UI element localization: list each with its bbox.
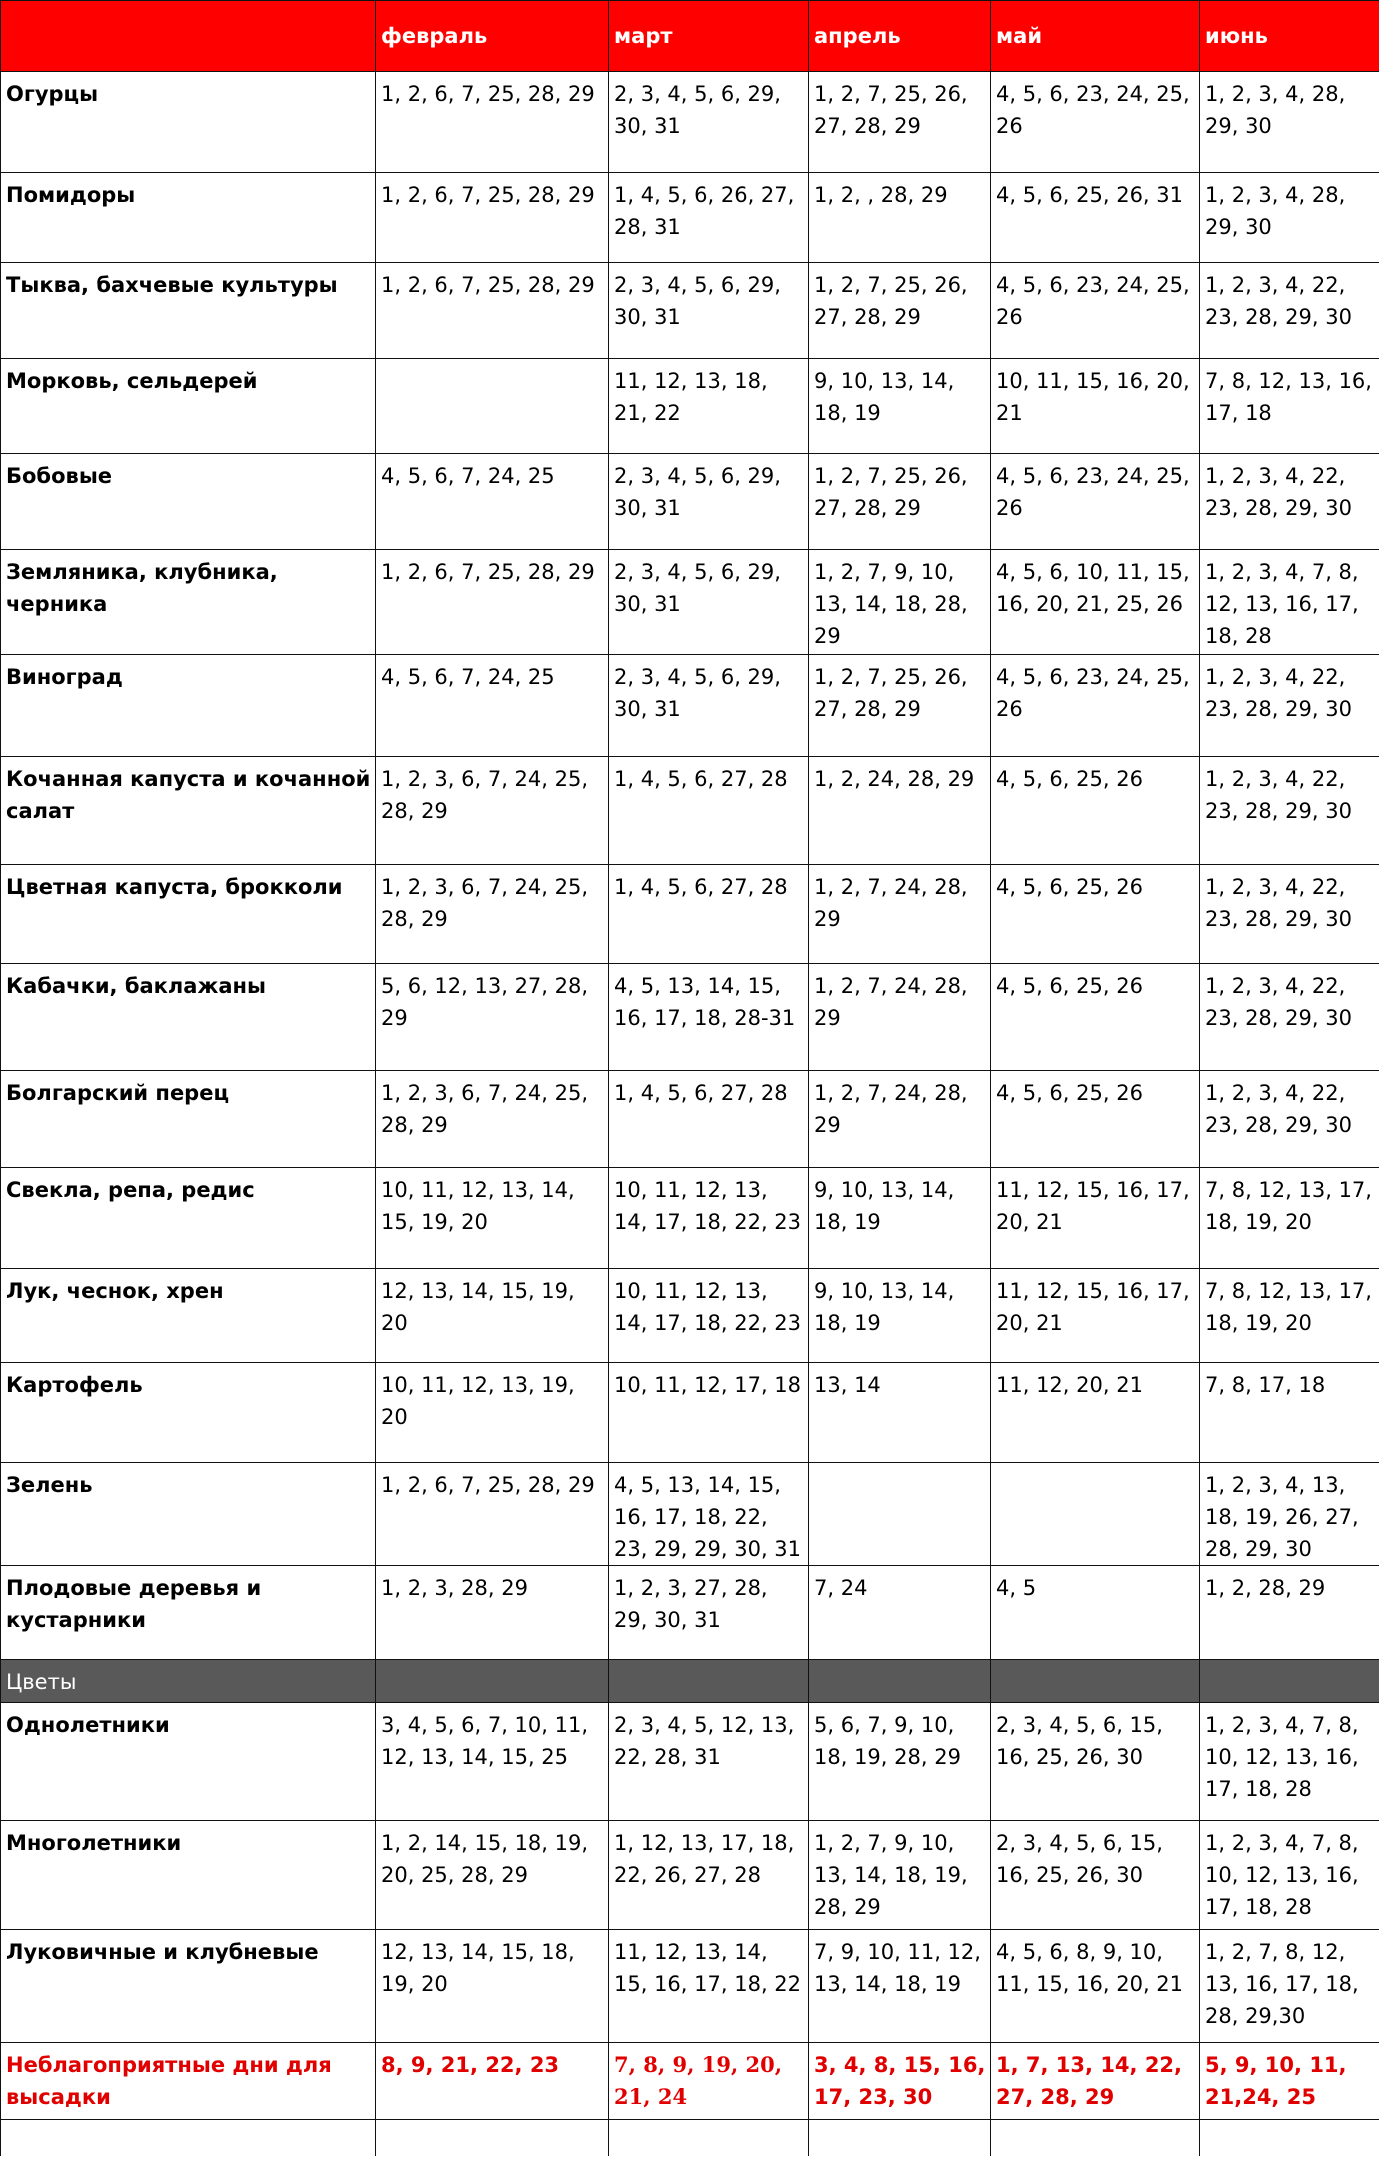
crop-name: Тыква, бахчевые культуры bbox=[1, 263, 376, 359]
flower-rows bbox=[1, 1703, 1379, 2043]
planting-days-cell: 4, 5, 6, 8, 9, 10, 11, 15, 16, 20, 21 bbox=[991, 1930, 1200, 2043]
planting-days-cell: 10, 11, 15, 16, 20, 21 bbox=[991, 359, 1200, 454]
crop-name: Виноград bbox=[1, 655, 376, 757]
crop-name: Зелень bbox=[1, 1463, 376, 1566]
planting-days-cell: 10, 11, 12, 17, 18 bbox=[609, 1363, 809, 1463]
planting-days-cell: 1, 2, 3, 4, 7, 8, 10, 12, 13, 16, 17, 18, 28 bbox=[1200, 1703, 1379, 1821]
month-header: июнь bbox=[1200, 1, 1379, 72]
planting-days-cell: 7, 9, 10, 11, 12, 13, 14, 18, 19 bbox=[809, 1930, 991, 2043]
planting-days-cell: 2, 3, 4, 5, 6, 29, 30, 31 bbox=[609, 550, 809, 655]
crop-header-cell bbox=[1, 1, 376, 72]
planting-days-cell: 1, 2, 14, 15, 18, 19, 20, 25, 28, 29 bbox=[376, 1821, 609, 1930]
planting-days-cell: 9, 10, 13, 14, 18, 19 bbox=[809, 359, 991, 454]
crop-name: Плодовые деревья и кустарники bbox=[1, 1566, 376, 1660]
planting-days-cell: 4, 5, 6, 25, 26, 31 bbox=[991, 173, 1200, 263]
planting-days-cell: 1, 2, , 28, 29 bbox=[809, 173, 991, 263]
planting-days-cell: 2, 3, 4, 5, 6, 29, 30, 31 bbox=[609, 72, 809, 173]
planting-days-cell: 1, 2, 3, 4, 7, 8, 10, 12, 13, 16, 17, 18, 28 bbox=[1200, 1821, 1379, 1930]
planting-days-cell: 3, 4, 5, 6, 7, 10, 11, 12, 13, 14, 15, 25 bbox=[376, 1703, 609, 1821]
planting-days-cell: 4, 5, 13, 14, 15, 16, 17, 18, 28-31 bbox=[609, 964, 809, 1071]
planting-days-cell: 10, 11, 12, 13, 19, 20 bbox=[376, 1363, 609, 1463]
crop-name: Лук, чеснок, хрен bbox=[1, 1269, 376, 1363]
planting-days-cell: 4, 5, 6, 23, 24, 25, 26 bbox=[991, 72, 1200, 173]
planting-days-cell: 11, 12, 13, 18, 21, 22 bbox=[609, 359, 809, 454]
crop-name: Многолетники bbox=[1, 1821, 376, 1930]
planting-days-cell: 11, 12, 15, 16, 17, 20, 21 bbox=[991, 1269, 1200, 1363]
planting-days-cell: 1, 4, 5, 6, 27, 28 bbox=[609, 1071, 809, 1168]
crop-name: Земляника, клубника, черника bbox=[1, 550, 376, 655]
planting-days-cell: 1, 2, 7, 25, 26, 27, 28, 29 bbox=[809, 72, 991, 173]
planting-days-cell: 1, 12, 13, 17, 18, 22, 26, 27, 28 bbox=[609, 1821, 809, 1930]
planting-days-cell: 10, 11, 12, 13, 14, 17, 18, 22, 23 bbox=[609, 1168, 809, 1269]
unfavorable-days: 3, 4, 8, 15, 16, 17, 23, 30 bbox=[809, 2043, 991, 2120]
planting-days-cell: 4, 5, 6, 10, 11, 15, 16, 20, 21, 25, 26 bbox=[991, 550, 1200, 655]
crop-row bbox=[1, 1168, 1379, 1269]
planting-days-cell: 1, 2, 28, 29 bbox=[1200, 1566, 1379, 1660]
crop-name: Бобовые bbox=[1, 454, 376, 550]
crop-name: Однолетники bbox=[1, 1703, 376, 1821]
planting-days-cell bbox=[809, 1463, 991, 1566]
planting-days-cell: 1, 2, 7, 9, 10, 13, 14, 18, 19, 28, 29 bbox=[809, 1821, 991, 1930]
planting-days-cell: 1, 2, 3, 6, 7, 24, 25, 28, 29 bbox=[376, 865, 609, 964]
planting-days-cell: 1, 2, 24, 28, 29 bbox=[809, 757, 991, 865]
planting-days-cell: 1, 2, 3, 4, 22, 23, 28, 29, 30 bbox=[1200, 263, 1379, 359]
planting-days-cell: 1, 2, 3, 4, 22, 23, 28, 29, 30 bbox=[1200, 655, 1379, 757]
crop-row bbox=[1, 1930, 1379, 2043]
month-header: февраль bbox=[376, 1, 609, 72]
empty-row bbox=[1, 2120, 1379, 2157]
planting-days-cell: 1, 2, 6, 7, 25, 28, 29 bbox=[376, 173, 609, 263]
planting-days-cell: 7, 8, 12, 13, 17, 18, 19, 20 bbox=[1200, 1168, 1379, 1269]
planting-days-cell: 1, 2, 3, 4, 22, 23, 28, 29, 30 bbox=[1200, 1071, 1379, 1168]
crop-name: Помидоры bbox=[1, 173, 376, 263]
crop-row bbox=[1, 263, 1379, 359]
planting-days-cell: 1, 2, 6, 7, 25, 28, 29 bbox=[376, 1463, 609, 1566]
planting-days-cell: 10, 11, 12, 13, 14, 15, 19, 20 bbox=[376, 1168, 609, 1269]
planting-days-cell: 4, 5, 6, 23, 24, 25, 26 bbox=[991, 454, 1200, 550]
planting-days-cell: 4, 5, 6, 7, 24, 25 bbox=[376, 454, 609, 550]
planting-days-cell: 9, 10, 13, 14, 18, 19 bbox=[809, 1269, 991, 1363]
planting-days-cell: 1, 2, 7, 25, 26, 27, 28, 29 bbox=[809, 655, 991, 757]
section-title: Цветы bbox=[1, 1660, 376, 1703]
flowers-section-row bbox=[1, 1660, 1379, 1703]
planting-days-cell: 1, 4, 5, 6, 27, 28 bbox=[609, 865, 809, 964]
planting-days-cell: 1, 2, 7, 24, 28, 29 bbox=[809, 1071, 991, 1168]
planting-days-cell: 1, 2, 7, 24, 28, 29 bbox=[809, 865, 991, 964]
planting-days-cell: 4, 5, 6, 25, 26 bbox=[991, 865, 1200, 964]
planting-days-cell: 1, 2, 6, 7, 25, 28, 29 bbox=[376, 72, 609, 173]
crop-row bbox=[1, 550, 1379, 655]
unfavorable-days: 8, 9, 21, 22, 23 bbox=[376, 2043, 609, 2120]
unfavorable-days-row bbox=[1, 2043, 1379, 2120]
planting-days-cell: 1, 2, 3, 4, 13, 18, 19, 26, 27, 28, 29, 30 bbox=[1200, 1463, 1379, 1566]
planting-days-cell: 4, 5, 6, 25, 26 bbox=[991, 1071, 1200, 1168]
unfavorable-label: Неблагоприятные дни для высадки bbox=[1, 2043, 376, 2120]
crop-row bbox=[1, 964, 1379, 1071]
planting-days-cell: 4, 5, 6, 7, 24, 25 bbox=[376, 655, 609, 757]
planting-days-cell: 13, 14 bbox=[809, 1363, 991, 1463]
planting-days-cell: 2, 3, 4, 5, 6, 29, 30, 31 bbox=[609, 655, 809, 757]
planting-days-cell: 1, 2, 7, 9, 10, 13, 14, 18, 28, 29 bbox=[809, 550, 991, 655]
crop-row bbox=[1, 655, 1379, 757]
crop-row bbox=[1, 757, 1379, 865]
unfavorable-days: 5, 9, 10, 11, 21,24, 25 bbox=[1200, 2043, 1379, 2120]
crop-row bbox=[1, 865, 1379, 964]
planting-days-cell: 2, 3, 4, 5, 6, 15, 16, 25, 26, 30 bbox=[991, 1703, 1200, 1821]
planting-days-cell: 11, 12, 20, 21 bbox=[991, 1363, 1200, 1463]
crop-name: Кабачки, баклажаны bbox=[1, 964, 376, 1071]
planting-days-cell: 1, 2, 3, 28, 29 bbox=[376, 1566, 609, 1660]
planting-days-cell: 1, 2, 3, 27, 28, 29, 30, 31 bbox=[609, 1566, 809, 1660]
planting-days-cell: 1, 2, 3, 4, 7, 8, 12, 13, 16, 17, 18, 28 bbox=[1200, 550, 1379, 655]
crop-row bbox=[1, 1566, 1379, 1660]
planting-days-cell bbox=[376, 359, 609, 454]
crop-name: Луковичные и клубневые bbox=[1, 1930, 376, 2043]
planting-days-cell: 9, 10, 13, 14, 18, 19 bbox=[809, 1168, 991, 1269]
month-header: май bbox=[991, 1, 1200, 72]
planting-days-cell: 4, 5, 6, 23, 24, 25, 26 bbox=[991, 655, 1200, 757]
planting-days-cell: 1, 4, 5, 6, 26, 27, 28, 31 bbox=[609, 173, 809, 263]
crop-name: Свекла, репа, редис bbox=[1, 1168, 376, 1269]
crop-row bbox=[1, 454, 1379, 550]
planting-days-cell: 12, 13, 14, 15, 19, 20 bbox=[376, 1269, 609, 1363]
planting-days-cell: 1, 2, 3, 4, 28, 29, 30 bbox=[1200, 72, 1379, 173]
planting-days-cell: 4, 5 bbox=[991, 1566, 1200, 1660]
planting-days-cell: 1, 2, 6, 7, 25, 28, 29 bbox=[376, 263, 609, 359]
planting-days-cell: 7, 8, 12, 13, 17, 18, 19, 20 bbox=[1200, 1269, 1379, 1363]
planting-days-cell: 1, 2, 7, 24, 28, 29 bbox=[809, 964, 991, 1071]
planting-days-cell: 1, 2, 3, 6, 7, 24, 25, 28, 29 bbox=[376, 757, 609, 865]
crop-name: Картофель bbox=[1, 1363, 376, 1463]
planting-days-cell: 4, 5, 6, 23, 24, 25, 26 bbox=[991, 263, 1200, 359]
planting-days-cell: 4, 5, 13, 14, 15, 16, 17, 18, 22, 23, 29, 29, 30, 31 bbox=[609, 1463, 809, 1566]
crop-name: Цветная капуста, брокколи bbox=[1, 865, 376, 964]
planting-days-cell: 1, 2, 3, 4, 28, 29, 30 bbox=[1200, 173, 1379, 263]
planting-days-cell: 5, 6, 12, 13, 27, 28, 29 bbox=[376, 964, 609, 1071]
planting-days-cell: 1, 2, 3, 4, 22, 23, 28, 29, 30 bbox=[1200, 865, 1379, 964]
crop-row bbox=[1, 1463, 1379, 1566]
planting-days-cell: 11, 12, 15, 16, 17, 20, 21 bbox=[991, 1168, 1200, 1269]
crop-row bbox=[1, 1363, 1379, 1463]
crop-rows bbox=[1, 72, 1379, 1660]
planting-days-cell: 1, 2, 3, 4, 22, 23, 28, 29, 30 bbox=[1200, 757, 1379, 865]
crop-row bbox=[1, 72, 1379, 173]
planting-days-cell: 2, 3, 4, 5, 6, 29, 30, 31 bbox=[609, 263, 809, 359]
planting-days-cell: 4, 5, 6, 25, 26 bbox=[991, 964, 1200, 1071]
planting-days-cell: 1, 2, 3, 4, 22, 23, 28, 29, 30 bbox=[1200, 454, 1379, 550]
planting-days-cell: 1, 2, 7, 25, 26, 27, 28, 29 bbox=[809, 263, 991, 359]
planting-days-cell: 2, 3, 4, 5, 12, 13, 22, 28, 31 bbox=[609, 1703, 809, 1821]
planting-days-cell: 1, 2, 7, 25, 26, 27, 28, 29 bbox=[809, 454, 991, 550]
planting-days-cell: 5, 6, 7, 9, 10, 18, 19, 28, 29 bbox=[809, 1703, 991, 1821]
planting-days-cell: 12, 13, 14, 15, 18, 19, 20 bbox=[376, 1930, 609, 2043]
crop-name: Огурцы bbox=[1, 72, 376, 173]
crop-row bbox=[1, 1703, 1379, 1821]
planting-days-cell: 10, 11, 12, 13, 14, 17, 18, 22, 23 bbox=[609, 1269, 809, 1363]
unfavorable-days: 1, 7, 13, 14, 22, 27, 28, 29 bbox=[991, 2043, 1200, 2120]
planting-days-cell: 2, 3, 4, 5, 6, 29, 30, 31 bbox=[609, 454, 809, 550]
crop-name: Болгарский перец bbox=[1, 1071, 376, 1168]
planting-days-cell: 1, 4, 5, 6, 27, 28 bbox=[609, 757, 809, 865]
month-header-row bbox=[1, 1, 1379, 72]
crop-name: Кочанная капуста и кочанной салат bbox=[1, 757, 376, 865]
planting-days-cell: 2, 3, 4, 5, 6, 15, 16, 25, 26, 30 bbox=[991, 1821, 1200, 1930]
month-header: апрель bbox=[809, 1, 991, 72]
planting-days-cell: 1, 2, 3, 6, 7, 24, 25, 28, 29 bbox=[376, 1071, 609, 1168]
planting-days-cell: 1, 2, 3, 4, 22, 23, 28, 29, 30 bbox=[1200, 964, 1379, 1071]
planting-days-cell: 7, 8, 12, 13, 16, 17, 18 bbox=[1200, 359, 1379, 454]
planting-days-cell: 7, 8, 17, 18 bbox=[1200, 1363, 1379, 1463]
planting-days-cell: 4, 5, 6, 25, 26 bbox=[991, 757, 1200, 865]
crop-row bbox=[1, 1071, 1379, 1168]
crop-row bbox=[1, 173, 1379, 263]
planting-days-cell: 1, 2, 7, 8, 12, 13, 16, 17, 18, 28, 29,30 bbox=[1200, 1930, 1379, 2043]
crop-row bbox=[1, 359, 1379, 454]
planting-days-cell: 1, 2, 6, 7, 25, 28, 29 bbox=[376, 550, 609, 655]
planting-days-cell: 7, 24 bbox=[809, 1566, 991, 1660]
month-header: март bbox=[609, 1, 809, 72]
crop-row bbox=[1, 1821, 1379, 1930]
planting-days-cell bbox=[991, 1463, 1200, 1566]
unfavorable-days: 7, 8, 9, 19, 20, 21, 24 bbox=[609, 2043, 809, 2120]
crop-name: Морковь, сельдерей bbox=[1, 359, 376, 454]
planting-days-cell: 11, 12, 13, 14, 15, 16, 17, 18, 22 bbox=[609, 1930, 809, 2043]
crop-row bbox=[1, 1269, 1379, 1363]
